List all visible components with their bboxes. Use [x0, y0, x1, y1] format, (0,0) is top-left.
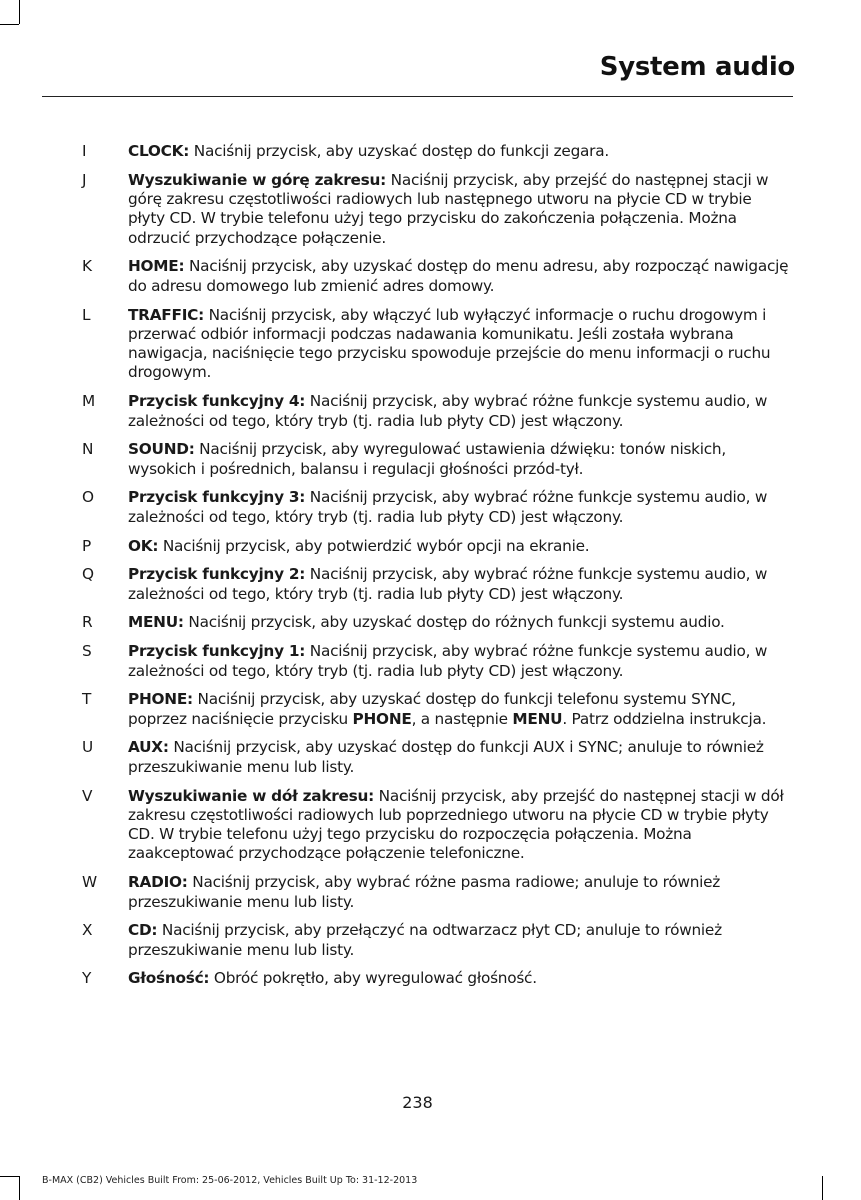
item-label: HOME: [128, 257, 185, 276]
item-description [128, 306, 790, 383]
item-letter: O [82, 488, 95, 507]
page-title: System audio [599, 52, 795, 82]
item-letter: Q [82, 565, 95, 584]
item-description [128, 440, 790, 479]
list-item [70, 306, 790, 383]
item-text: Naciśnij przycisk, aby wybrać różne funkcje systemu audio, w zależności od tego, który tryb (tj. radia lub płyty CD) jest włączony. [128, 642, 768, 680]
inline-button-name: MENU [512, 709, 563, 728]
list-item [70, 969, 790, 988]
item-label: OK: [128, 536, 159, 555]
item-text: Naciśnij przycisk, aby potwierdzić wybór opcji na ekranie. [158, 536, 590, 555]
item-description [128, 257, 790, 296]
list-item [70, 613, 790, 632]
list-item [70, 921, 790, 960]
item-text: Naciśnij przycisk, aby wybrać różne funkcje systemu audio, w zależności od tego, który tryb (tj. radia lub płyty CD) jest włączony. [128, 488, 768, 526]
item-letter: U [82, 738, 94, 757]
item-letter: X [82, 921, 93, 940]
item-letter: J [82, 170, 87, 189]
control-list [70, 142, 790, 998]
item-letter: R [82, 613, 93, 632]
item-label: Przycisk funkcyjny 3: [128, 488, 306, 507]
item-label: CLOCK: [128, 142, 190, 160]
item-description [128, 738, 790, 777]
item-label: Przycisk funkcyjny 1: [128, 642, 306, 661]
header-rule [42, 96, 793, 97]
item-label: TRAFFIC: [128, 305, 204, 324]
item-letter: S [82, 642, 92, 661]
item-text: Obróć pokrętło, aby wyregulować głośność. [209, 969, 537, 988]
item-text: Naciśnij przycisk, aby uzyskać dostęp do funkcji telefonu systemu SYNC, poprzez naciśnięcie przycisku [128, 690, 736, 728]
item-label: Głośność: [128, 969, 210, 988]
item-text: Naciśnij przycisk, aby uzyskać dostęp do różnych funkcji systemu audio. [183, 613, 725, 632]
list-item [70, 642, 790, 681]
list-item [70, 787, 790, 864]
list-item [70, 142, 790, 161]
item-description [128, 787, 790, 864]
list-item [70, 257, 790, 296]
item-letter: W [82, 873, 98, 892]
crop-mark [19, 1176, 20, 1200]
item-description [128, 642, 790, 681]
item-description [128, 392, 790, 431]
list-item [70, 440, 790, 479]
item-text: Naciśnij przycisk, aby wybrać różne funkcje systemu audio, w zależności od tego, który tryb (tj. radia lub płyty CD) jest włączony. [128, 392, 768, 430]
item-text: Naciśnij przycisk, aby przejść do następnej stacji w dół zakresu częstotliwości radiowych lub poprzedniego utworu na płycie CD w trybie płyty CD. W trybie telefonu użyj tego przycisku do rozpoczęcia połączenia. Można zaakceptować przychodzące połączenie telefoniczne. [128, 786, 784, 863]
item-letter: T [82, 690, 92, 709]
item-label: Wyszukiwanie w górę zakresu: [128, 170, 387, 189]
item-label: PHONE: [128, 690, 193, 709]
item-text: Naciśnij przycisk, aby przełączyć na odtwarzacz płyt CD; anuluje to również przeszukiwanie menu lub listy. [128, 921, 722, 959]
item-description [128, 873, 790, 912]
item-text: , a następnie [411, 709, 513, 728]
item-description [128, 171, 790, 248]
item-description [128, 565, 790, 604]
item-description [128, 613, 790, 632]
item-letter: M [82, 392, 96, 411]
list-item [70, 537, 790, 556]
list-item [70, 873, 790, 912]
item-text: Naciśnij przycisk, aby przejść do następnej stacji w górę zakresu częstotliwości radiowych lub następnego utworu na płycie CD w trybie płyty CD. W trybie telefonu użyj tego przycisku do zakończenia połączenia. Można odrzucić przychodzące połączenie. [128, 170, 769, 247]
item-letter: Y [82, 969, 92, 988]
item-description [128, 969, 790, 988]
item-label: AUX: [128, 738, 169, 757]
item-text: . Patrz oddzielna instrukcja. [562, 709, 767, 728]
item-label: MENU: [128, 613, 184, 632]
item-label: Przycisk funkcyjny 2: [128, 565, 306, 584]
item-text: Naciśnij przycisk, aby wybrać różne funkcje systemu audio, w zależności od tego, który tryb (tj. radia lub płyty CD) jest włączony. [128, 565, 768, 603]
list-item [70, 690, 790, 729]
item-letter: N [82, 440, 94, 459]
list-item [70, 738, 790, 777]
item-text: Naciśnij przycisk, aby uzyskać dostęp do menu adresu, aby rozpocząć nawigację do adresu domowego lub zmienić adres domowy. [128, 257, 789, 295]
item-letter: I [82, 142, 87, 160]
inline-button-name: PHONE [352, 709, 412, 728]
item-description [128, 537, 790, 556]
item-description [128, 921, 790, 960]
list-item [70, 392, 790, 431]
item-letter: K [82, 257, 93, 276]
item-text: Naciśnij przycisk, aby włączyć lub wyłączyć informacje o ruchu drogowym i przerwać odbiór informacji podczas nadawania komunikatu. Jeśli została wybrana nawigacja, naciśnięcie tego przycisku spowoduje przejście do menu informacji o ruchu drogowym. [128, 305, 771, 382]
item-text: Naciśnij przycisk, aby wyregulować ustawienia dźwięku: tonów niskich, wysokich i pośrednich, balansu i regulacji głośności przód-tył. [128, 440, 726, 478]
crop-mark [0, 24, 19, 25]
item-text: Naciśnij przycisk, aby uzyskać dostęp do funkcji AUX i SYNC; anuluje to również przeszukiwanie menu lub listy. [128, 738, 764, 776]
item-label: CD: [128, 921, 158, 940]
crop-mark [822, 1176, 823, 1200]
item-description [128, 690, 790, 729]
item-text: Naciśnij przycisk, aby uzyskać dostęp do funkcji zegara. [189, 142, 609, 160]
item-description [128, 488, 790, 527]
crop-mark [19, 0, 20, 24]
item-letter: P [82, 536, 92, 555]
item-label: Przycisk funkcyjny 4: [128, 392, 306, 411]
page-number: 238 [402, 1093, 433, 1112]
vehicle-info-footer: B-MAX (CB2) Vehicles Built From: 25-06-2012, Vehicles Built Up To: 31-12-2013 [42, 1175, 418, 1186]
list-item [70, 171, 790, 248]
item-label: SOUND: [128, 440, 195, 459]
item-text: Naciśnij przycisk, aby wybrać różne pasma radiowe; anuluje to również przeszukiwanie menu lub listy. [128, 873, 721, 911]
list-item [70, 565, 790, 604]
item-label: RADIO: [128, 873, 188, 892]
item-letter: L [82, 305, 91, 324]
item-label: Wyszukiwanie w dół zakresu: [128, 786, 375, 805]
item-description [128, 142, 790, 161]
item-letter: V [82, 786, 93, 805]
list-item [70, 488, 790, 527]
crop-mark [0, 1176, 19, 1177]
